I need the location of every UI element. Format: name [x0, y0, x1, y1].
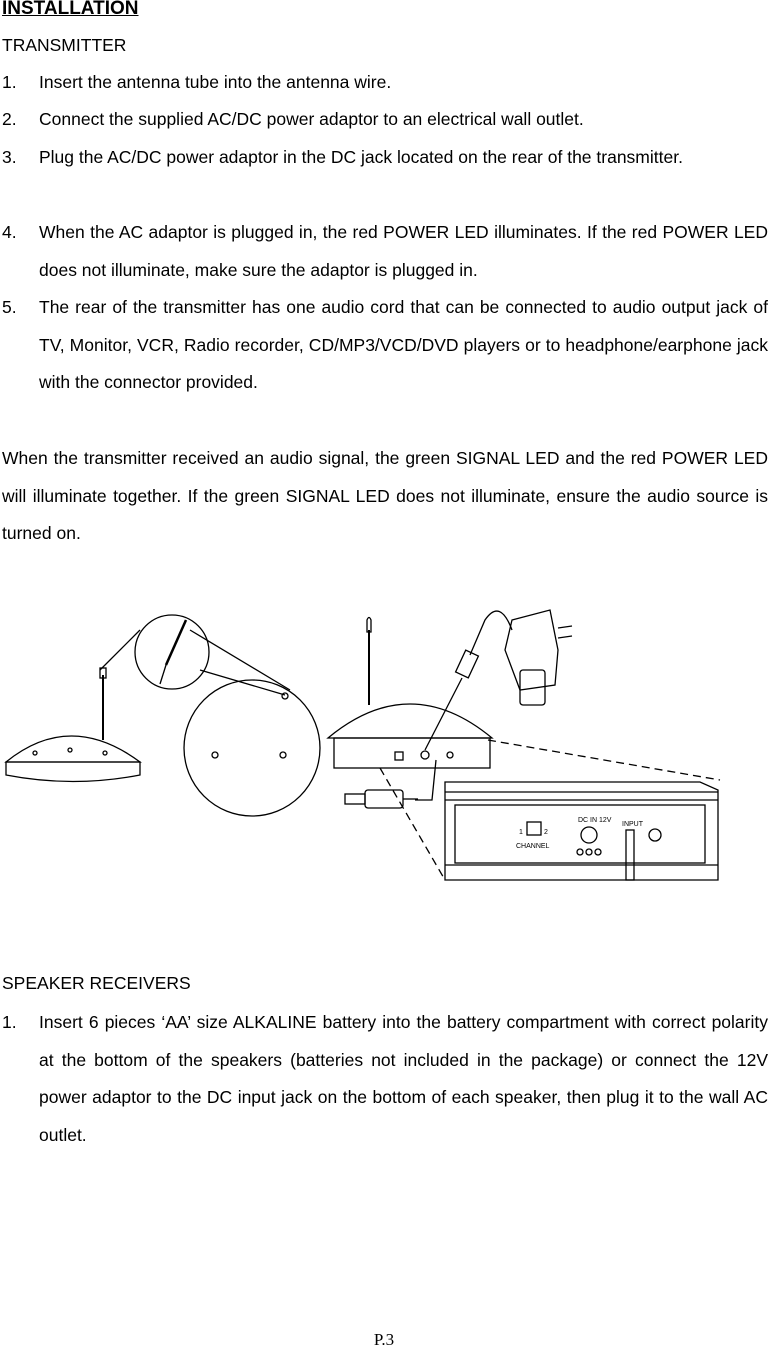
input-label: INPUT	[622, 821, 643, 828]
transmitter-step-4	[2, 214, 768, 289]
channel-label: CHANNEL	[516, 843, 550, 850]
step-number: 5.	[2, 297, 17, 317]
channel-1-label: 1	[519, 829, 523, 836]
speaker-receivers-heading: SPEAKER RECEIVERS	[2, 973, 191, 993]
step-text: The rear of the transmitter has one audio cord that can be connected to audio output jack of TV, Monitor, VCR, Radio recorder, CD/MP3/VCD/DVD players or to headphone/earphone jack with the connector provided.	[39, 297, 768, 392]
channel-2-label: 2	[544, 829, 548, 836]
step-number: 4.	[2, 222, 17, 242]
audio-plug	[345, 790, 418, 808]
step-number: 3.	[2, 147, 17, 167]
transmitter-step-5	[2, 289, 768, 402]
transmitter-step-1	[2, 64, 768, 102]
speaker-step-1	[2, 1004, 768, 1154]
step-text: When the AC adaptor is plugged in, the red POWER LED illuminates. If the red POWER LED does not illuminate, make sure the adaptor is plugged in.	[39, 222, 768, 280]
zoom-circle-base	[184, 680, 320, 816]
signal-note: When the transmitter received an audio signal, the green SIGNAL LED and the red POWER LED will illuminate together. If the green SIGNAL LED does not illuminate, ensure the audio source is turned on.	[2, 448, 768, 543]
transmitter-step-3	[2, 139, 768, 177]
power-adaptor	[425, 610, 572, 750]
step-number: 1.	[2, 1012, 17, 1032]
step-number: 1.	[2, 72, 17, 92]
step-text: Plug the AC/DC power adaptor in the DC jack located on the rear of the transmitter.	[39, 147, 683, 167]
zoom-lines	[100, 630, 290, 695]
transmitter-left	[6, 668, 140, 782]
page-number: P.3	[373, 1330, 395, 1349]
transmitter-heading: TRANSMITTER	[2, 35, 127, 55]
transmitter-right	[328, 618, 492, 801]
transmitter-illustration	[0, 590, 768, 900]
rear-panel-detail	[445, 782, 718, 880]
zoom-circle-antenna	[135, 615, 209, 689]
dc-in-label: DC IN 12V	[578, 817, 612, 824]
step-number: 2.	[2, 109, 17, 129]
step-text: Insert 6 pieces ‘AA’ size ALKALINE battery into the battery compartment with correct polarity at the bottom of the speakers (batteries not included in the package) or connect the 12V power adaptor to the DC input jack on the bottom of each speaker, then plug it to the wall AC outlet.	[39, 1012, 768, 1145]
detail-lines	[380, 740, 720, 880]
step-text: Insert the antenna tube into the antenna wire.	[39, 72, 392, 92]
section-title: INSTALLATION	[2, 0, 139, 19]
transmitter-step-2	[2, 101, 768, 139]
step-text: Connect the supplied AC/DC power adaptor to an electrical wall outlet.	[39, 109, 584, 129]
